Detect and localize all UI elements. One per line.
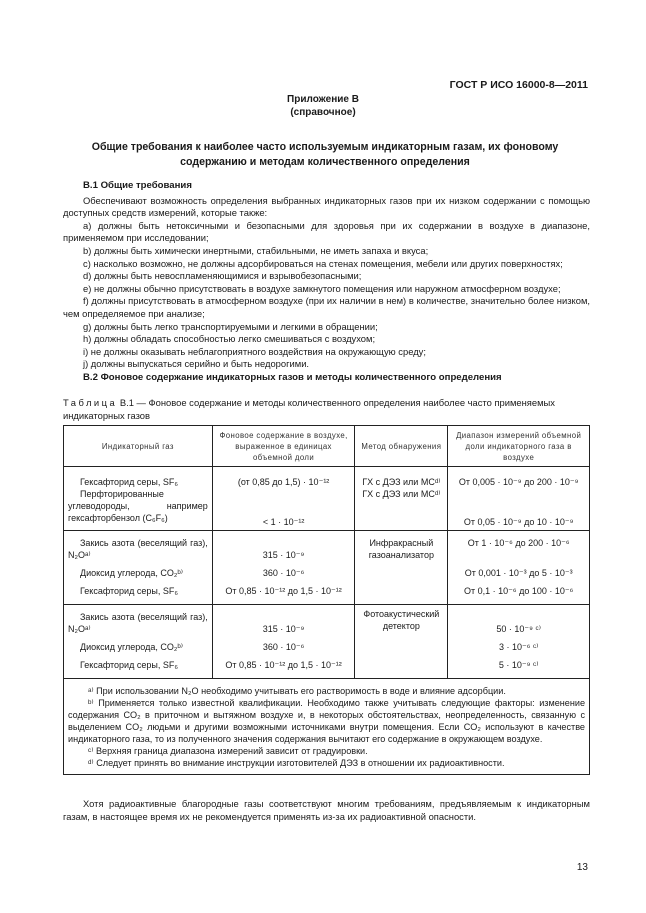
method-cell: Инфракрасный газоанализатор: [368, 538, 434, 560]
gas-cell: Диоксид углерода, CO₂ᵇ⁾: [80, 642, 183, 652]
range-cell: От 0,005 · 10⁻⁹ до 200 · 10⁻⁹: [458, 477, 579, 487]
gas-cell: Перфторированные углеводороды, например гексафторбензол (C₆F₆): [68, 489, 208, 523]
method-cell: Фотоакустический детектор: [363, 609, 440, 631]
requirement-item: c) насколько возможно, не должны адсорбироваться на стенах помещения, мебели или других поверхностях;: [83, 257, 563, 269]
gas-cell: Гексафторид серы, SF₆: [80, 660, 178, 670]
header-gas: Индикаторный газ: [64, 426, 213, 467]
page-number: 13: [576, 862, 588, 873]
range-cell: 3 · 10⁻⁶ ᶜ⁾: [498, 642, 539, 652]
appendix-subtitle: (справочное): [290, 107, 356, 118]
gas-cell: Закись азота (веселящий газ), N₂Oᵃ⁾: [68, 538, 208, 560]
closing-paragraph: [63, 798, 590, 823]
background-cell: От 0,85 · 10⁻¹² до 1,5 · 10⁻¹²: [225, 660, 342, 670]
gas-cell: Гексафторид серы, SF₆: [80, 477, 178, 487]
appendix-title: Приложение В: [287, 94, 359, 105]
header-range: Диапазон измерений объемной доли индикаторного газа в воздухе: [448, 426, 590, 467]
requirement-item: d) должны быть невоспламеняющимися и взрывобезопасными;: [83, 270, 362, 282]
range-cell: От 0,001 · 10⁻³ до 5 · 10⁻³: [464, 568, 573, 578]
table-caption-label: Таблица: [63, 397, 118, 408]
footnote-d: ᵈ⁾ Следует принять во внимание инструкции изготовителей ДЭЗ в отношении их радиоактивности.: [88, 758, 505, 768]
section-b1-intro: Обеспечивают возможность определения выбранных индикаторных газов при их низком содержании с помощью доступных средств измерений, которые также:: [63, 194, 590, 219]
header-background: Фоновое содержание в воздухе, выраженное в единицах объемной доли: [212, 426, 355, 467]
requirement-item: g) должны быть легко транспортируемыми и легкими в обращении;: [83, 320, 378, 332]
table-group-gc: [64, 467, 590, 531]
background-cell: (от 0,85 до 1,5) · 10⁻¹²: [237, 477, 330, 487]
section-b1-heading: В.1 Общие требования: [83, 180, 192, 191]
footnote-b: ᵇ⁾ Применяется только известной квалификации. Необходимо также учитывать следующие факторы: изменение содержания CO₂ в приточном и вытяжном воздухе и, в некоторых обстоятельствах, неопределенность, связанную с выделением CO₂ людьми и другими возможными источниками внутри помещения. Если CO₂ используют в качестве индикаторного газа, то из полученного значения содержания вычитают его содержание в окружающем воздухе.: [68, 698, 585, 744]
standard-header: ГОСТ Р ИСО 16000-8—2011: [449, 79, 588, 91]
range-cell: От 1 · 10⁻⁶ до 200 · 10⁻⁶: [467, 538, 570, 548]
requirement-item: h) должны обладать способностью легко смешиваться с воздухом;: [83, 333, 376, 345]
table-caption-text: В.1 — Фоновое содержание и методы количественного определения наиболее часто применяемых индикаторных газов: [63, 397, 555, 421]
footnote-a: ᵃ⁾ При использовании N₂O необходимо учитывать его растворимость в воде и влияние адсорбции.: [88, 686, 506, 696]
appendix-heading: [0, 93, 646, 119]
table-header-row: [64, 426, 590, 467]
background-cell: 315 · 10⁻⁹: [262, 550, 305, 560]
requirement-item: e) не должны обычно присутствовать в воздухе замкнутого помещения или наружном атмосферном воздухе;: [83, 282, 561, 294]
section-b1: [63, 180, 590, 387]
background-cell: < 1 · 10⁻¹²: [262, 517, 305, 527]
range-cell: От 0,05 · 10⁻⁹ до 10 · 10⁻⁹: [463, 517, 574, 527]
document-title: Общие требования к наиболее часто используемым индикаторным газам, их фоновому содержанию и методам количественного определения: [91, 141, 559, 168]
requirement-item: a) должны быть нетоксичными и безопасными для здоровья при их содержании в воздухе в диапазоне, применяемом при исследовании;: [63, 219, 590, 244]
requirement-item: i) не должны оказывать неблагоприятного воздействия на окружающую среду;: [83, 345, 426, 357]
header-method: Метод обнаружения: [355, 426, 448, 467]
requirement-item: j) должны выпускаться серийно и быть недорогими.: [83, 358, 310, 370]
background-cell: 360 · 10⁻⁶: [262, 568, 305, 578]
background-cell: 360 · 10⁻⁶: [262, 642, 305, 652]
requirement-item: f) должны присутствовать в атмосферном воздухе (при их наличии в нем) в количестве, значительно более низком, чем определяемое при анализе;: [63, 295, 590, 319]
table-footnotes: [64, 679, 590, 775]
table-group-photoacoustic: [64, 605, 590, 679]
background-cell: От 0,85 · 10⁻¹² до 1,5 · 10⁻¹²: [225, 586, 342, 596]
requirement-item: b) должны быть химически инертными, стабильными, не иметь запаха и вкуса;: [83, 244, 429, 256]
gas-cell: Гексафторид серы, SF₆: [80, 586, 178, 596]
closing-text: Хотя радиоактивные благородные газы соответствуют многим требованиям, предъявляемым к индикаторным газам, в настоящее время их не рекомендуется применять из-за их радиоактивной опасности.: [63, 798, 590, 822]
indicator-gas-table: [63, 425, 590, 775]
table-caption: [63, 397, 590, 422]
footnote-c: ᶜ⁾ Верхняя граница диапазона измерений зависит от градуировки.: [88, 746, 368, 756]
section-b2-heading: В.2 Фоновое содержание индикаторных газов и методы количественного определения: [83, 371, 502, 383]
background-cell: 315 · 10⁻⁹: [262, 624, 305, 634]
gas-cell: Диоксид углерода, CO₂ᵇ⁾: [80, 568, 183, 578]
range-cell: 5 · 10⁻⁹ ᶜ⁾: [498, 660, 539, 670]
range-cell: 50 · 10⁻⁹ ᶜ⁾: [496, 624, 541, 634]
table-group-ir: [64, 531, 590, 605]
gas-cell: Закись азота (веселящий газ), N₂Oᵃ⁾: [68, 612, 208, 634]
method-cell: ГХ с ДЭЗ или МСᵈ⁾ ГХ с ДЭЗ или МСᵈ⁾: [362, 477, 441, 499]
range-cell: От 0,1 · 10⁻⁶ до 100 · 10⁻⁶: [463, 586, 574, 596]
